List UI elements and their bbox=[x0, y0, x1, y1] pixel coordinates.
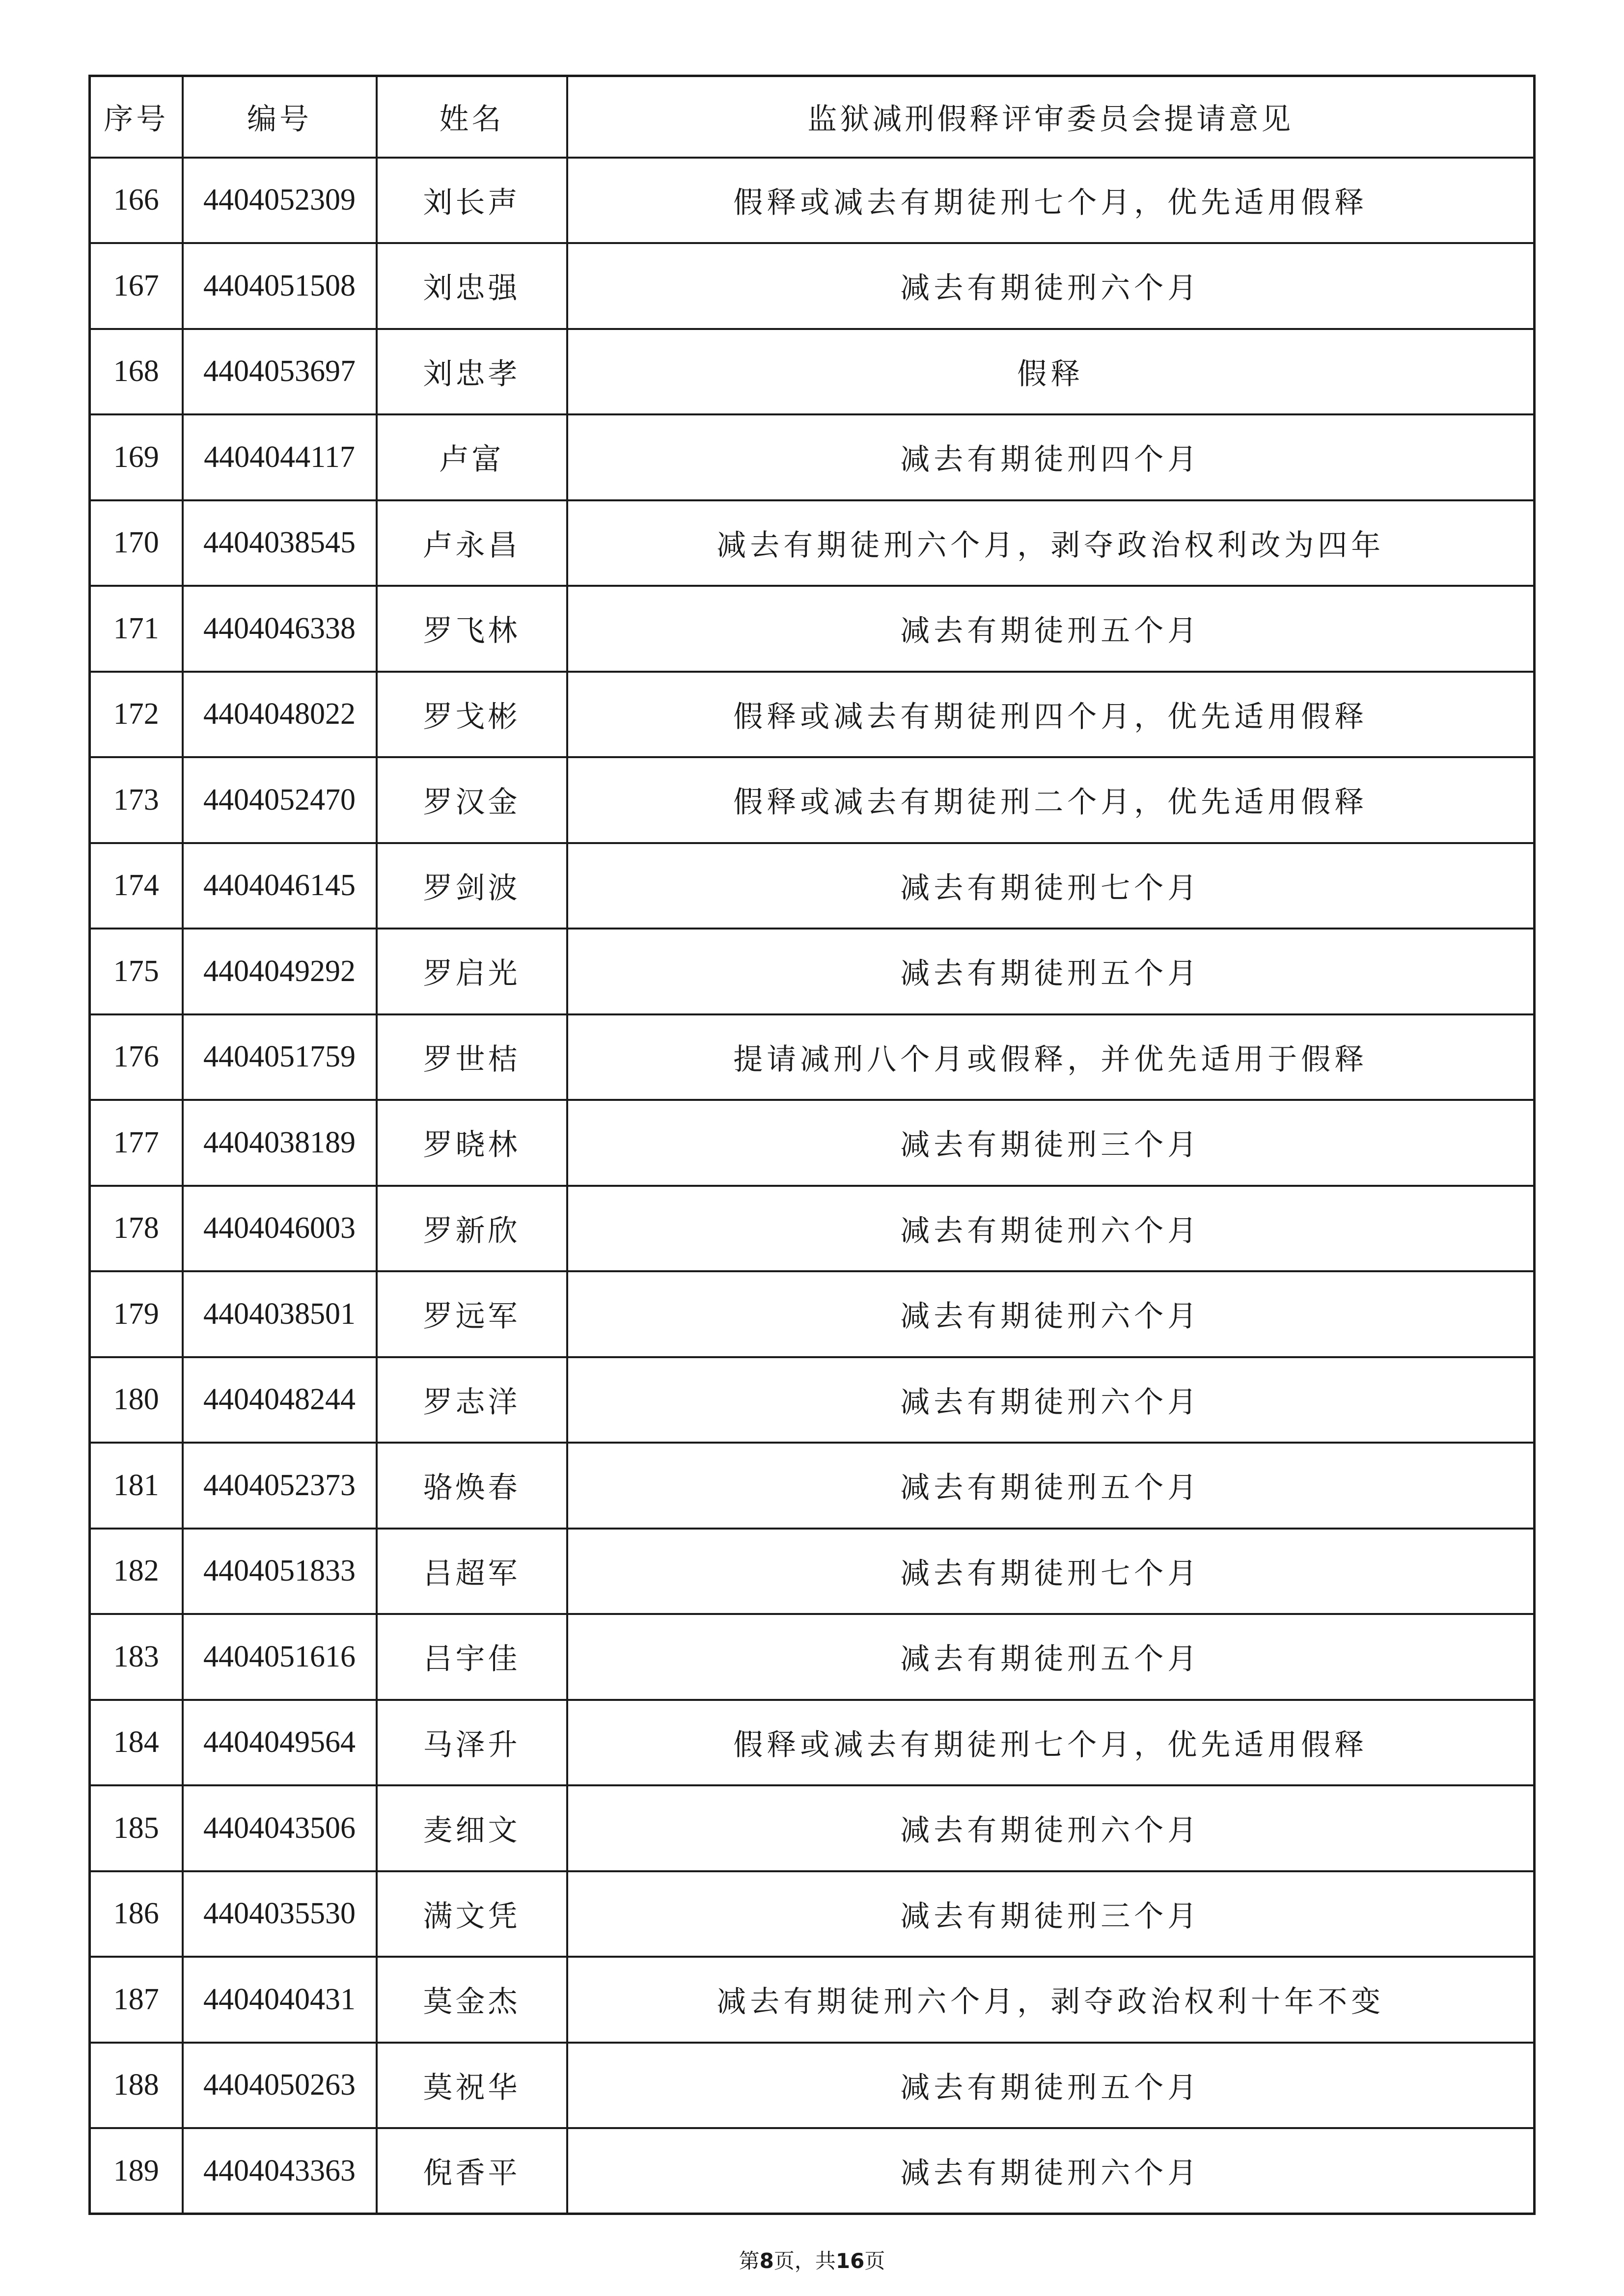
header-id: 编号 bbox=[183, 76, 377, 158]
cell-opinion: 减去有期徒刑六个月 bbox=[567, 243, 1535, 329]
cell-name: 罗志洋 bbox=[377, 1357, 567, 1443]
cell-id: 4404038545 bbox=[183, 500, 377, 586]
table-row bbox=[90, 1700, 1535, 1786]
cell-seq: 170 bbox=[90, 500, 183, 586]
cell-id: 4404049292 bbox=[183, 929, 377, 1014]
table-row bbox=[90, 672, 1535, 758]
cell-seq: 173 bbox=[90, 757, 183, 843]
footer-prefix: 第 bbox=[739, 2249, 760, 2273]
cell-id: 4404049564 bbox=[183, 1700, 377, 1786]
footer-current-page: 8 bbox=[759, 2249, 774, 2273]
cell-seq: 188 bbox=[90, 2043, 183, 2129]
footer-suffix: 页 bbox=[864, 2249, 885, 2273]
cell-id: 4404052373 bbox=[183, 1443, 377, 1529]
cell-opinion: 假释或减去有期徒刑四个月，优先适用假释 bbox=[567, 672, 1535, 758]
cell-seq: 189 bbox=[90, 2128, 183, 2214]
cell-name: 罗晓林 bbox=[377, 1100, 567, 1186]
table-row bbox=[90, 1443, 1535, 1529]
cell-opinion: 减去有期徒刑六个月，剥夺政治权利改为四年 bbox=[567, 500, 1535, 586]
cell-name: 罗剑波 bbox=[377, 843, 567, 929]
cell-name: 罗飞林 bbox=[377, 586, 567, 672]
cell-name: 莫金杰 bbox=[377, 1957, 567, 2043]
cell-id: 4404048244 bbox=[183, 1357, 377, 1443]
cell-opinion: 减去有期徒刑七个月 bbox=[567, 843, 1535, 929]
cell-name: 马泽升 bbox=[377, 1700, 567, 1786]
cell-opinion: 减去有期徒刑五个月 bbox=[567, 1614, 1535, 1700]
cell-seq: 178 bbox=[90, 1186, 183, 1272]
cell-name: 满文凭 bbox=[377, 1871, 567, 1957]
cell-name: 罗远军 bbox=[377, 1271, 567, 1357]
cell-name: 卢富 bbox=[377, 414, 567, 500]
table-row bbox=[90, 1271, 1535, 1357]
table-row bbox=[90, 2128, 1535, 2214]
cell-seq: 182 bbox=[90, 1529, 183, 1614]
cell-seq: 187 bbox=[90, 1957, 183, 2043]
cell-opinion: 减去有期徒刑六个月 bbox=[567, 1357, 1535, 1443]
table-row bbox=[90, 586, 1535, 672]
cell-name: 罗世桔 bbox=[377, 1014, 567, 1100]
cell-opinion: 假释或减去有期徒刑七个月，优先适用假释 bbox=[567, 158, 1535, 244]
cell-seq: 184 bbox=[90, 1700, 183, 1786]
cell-name: 莫祝华 bbox=[377, 2043, 567, 2129]
cell-id: 4404051508 bbox=[183, 243, 377, 329]
cell-seq: 176 bbox=[90, 1014, 183, 1100]
table-row bbox=[90, 757, 1535, 843]
header-name: 姓名 bbox=[377, 76, 567, 158]
cell-opinion: 减去有期徒刑六个月 bbox=[567, 1785, 1535, 1871]
cell-name: 倪香平 bbox=[377, 2128, 567, 2214]
cell-name: 罗汉金 bbox=[377, 757, 567, 843]
cell-opinion: 假释或减去有期徒刑二个月，优先适用假释 bbox=[567, 757, 1535, 843]
cell-id: 4404051759 bbox=[183, 1014, 377, 1100]
cell-opinion: 减去有期徒刑五个月 bbox=[567, 929, 1535, 1014]
cell-name: 骆焕春 bbox=[377, 1443, 567, 1529]
cell-name: 罗新欣 bbox=[377, 1186, 567, 1272]
cell-id: 4404038501 bbox=[183, 1271, 377, 1357]
page-footer bbox=[0, 2245, 1624, 2274]
cell-opinion: 减去有期徒刑六个月，剥夺政治权利十年不变 bbox=[567, 1957, 1535, 2043]
cell-id: 4404038189 bbox=[183, 1100, 377, 1186]
table-row bbox=[90, 1614, 1535, 1700]
table-row bbox=[90, 1529, 1535, 1614]
cell-seq: 177 bbox=[90, 1100, 183, 1186]
table-row bbox=[90, 1957, 1535, 2043]
table-row bbox=[90, 414, 1535, 500]
cell-seq: 185 bbox=[90, 1785, 183, 1871]
cell-seq: 174 bbox=[90, 843, 183, 929]
cell-id: 4404046338 bbox=[183, 586, 377, 672]
cell-id: 4404051616 bbox=[183, 1614, 377, 1700]
table-header-row bbox=[90, 76, 1535, 158]
cell-id: 4404046003 bbox=[183, 1186, 377, 1272]
cell-name: 刘长声 bbox=[377, 158, 567, 244]
cell-seq: 175 bbox=[90, 929, 183, 1014]
cell-id: 4404053697 bbox=[183, 329, 377, 415]
cell-name: 麦细文 bbox=[377, 1785, 567, 1871]
cell-seq: 179 bbox=[90, 1271, 183, 1357]
table-row bbox=[90, 1785, 1535, 1871]
cell-name: 罗戈彬 bbox=[377, 672, 567, 758]
cell-seq: 183 bbox=[90, 1614, 183, 1700]
table-row bbox=[90, 1014, 1535, 1100]
cell-name: 卢永昌 bbox=[377, 500, 567, 586]
table-body bbox=[90, 158, 1535, 2214]
table-row bbox=[90, 929, 1535, 1014]
cell-name: 吕超军 bbox=[377, 1529, 567, 1614]
cell-opinion: 减去有期徒刑六个月 bbox=[567, 1186, 1535, 1272]
cell-name: 刘忠强 bbox=[377, 243, 567, 329]
cell-id: 4404040431 bbox=[183, 1957, 377, 2043]
cell-seq: 166 bbox=[90, 158, 183, 244]
cell-opinion: 减去有期徒刑四个月 bbox=[567, 414, 1535, 500]
table-row bbox=[90, 1100, 1535, 1186]
footer-total-pages: 16 bbox=[835, 2249, 865, 2273]
cell-id: 4404052470 bbox=[183, 757, 377, 843]
review-table bbox=[88, 75, 1536, 2215]
header-seq: 序号 bbox=[90, 76, 183, 158]
cell-opinion: 减去有期徒刑三个月 bbox=[567, 1871, 1535, 1957]
cell-opinion: 减去有期徒刑五个月 bbox=[567, 2043, 1535, 2129]
table-row bbox=[90, 329, 1535, 415]
cell-seq: 181 bbox=[90, 1443, 183, 1529]
cell-id: 4404035530 bbox=[183, 1871, 377, 1957]
cell-id: 4404048022 bbox=[183, 672, 377, 758]
cell-id: 4404051833 bbox=[183, 1529, 377, 1614]
cell-id: 4404052309 bbox=[183, 158, 377, 244]
table-row bbox=[90, 843, 1535, 929]
cell-seq: 186 bbox=[90, 1871, 183, 1957]
cell-opinion: 提请减刑八个月或假释，并优先适用于假释 bbox=[567, 1014, 1535, 1100]
cell-opinion: 减去有期徒刑三个月 bbox=[567, 1100, 1535, 1186]
cell-seq: 180 bbox=[90, 1357, 183, 1443]
cell-opinion: 减去有期徒刑六个月 bbox=[567, 1271, 1535, 1357]
cell-id: 4404046145 bbox=[183, 843, 377, 929]
footer-middle: 页，共 bbox=[773, 2249, 836, 2273]
cell-opinion: 减去有期徒刑六个月 bbox=[567, 2128, 1535, 2214]
table-row bbox=[90, 2043, 1535, 2129]
table-row bbox=[90, 243, 1535, 329]
cell-seq: 172 bbox=[90, 672, 183, 758]
cell-opinion: 假释或减去有期徒刑七个月，优先适用假释 bbox=[567, 1700, 1535, 1786]
cell-name: 刘忠孝 bbox=[377, 329, 567, 415]
cell-opinion: 减去有期徒刑五个月 bbox=[567, 1443, 1535, 1529]
header-opinion: 监狱减刑假释评审委员会提请意见 bbox=[567, 76, 1535, 158]
table-row bbox=[90, 1186, 1535, 1272]
cell-seq: 169 bbox=[90, 414, 183, 500]
cell-seq: 167 bbox=[90, 243, 183, 329]
cell-opinion: 减去有期徒刑七个月 bbox=[567, 1529, 1535, 1614]
cell-opinion: 假释 bbox=[567, 329, 1535, 415]
table-row bbox=[90, 158, 1535, 244]
cell-id: 4404050263 bbox=[183, 2043, 377, 2129]
table-row bbox=[90, 1357, 1535, 1443]
table-row bbox=[90, 1871, 1535, 1957]
cell-id: 4404044117 bbox=[183, 414, 377, 500]
cell-seq: 168 bbox=[90, 329, 183, 415]
cell-id: 4404043363 bbox=[183, 2128, 377, 2214]
cell-opinion: 减去有期徒刑五个月 bbox=[567, 586, 1535, 672]
cell-seq: 171 bbox=[90, 586, 183, 672]
cell-name: 吕宇佳 bbox=[377, 1614, 567, 1700]
table-row bbox=[90, 500, 1535, 586]
cell-name: 罗启光 bbox=[377, 929, 567, 1014]
cell-id: 4404043506 bbox=[183, 1785, 377, 1871]
